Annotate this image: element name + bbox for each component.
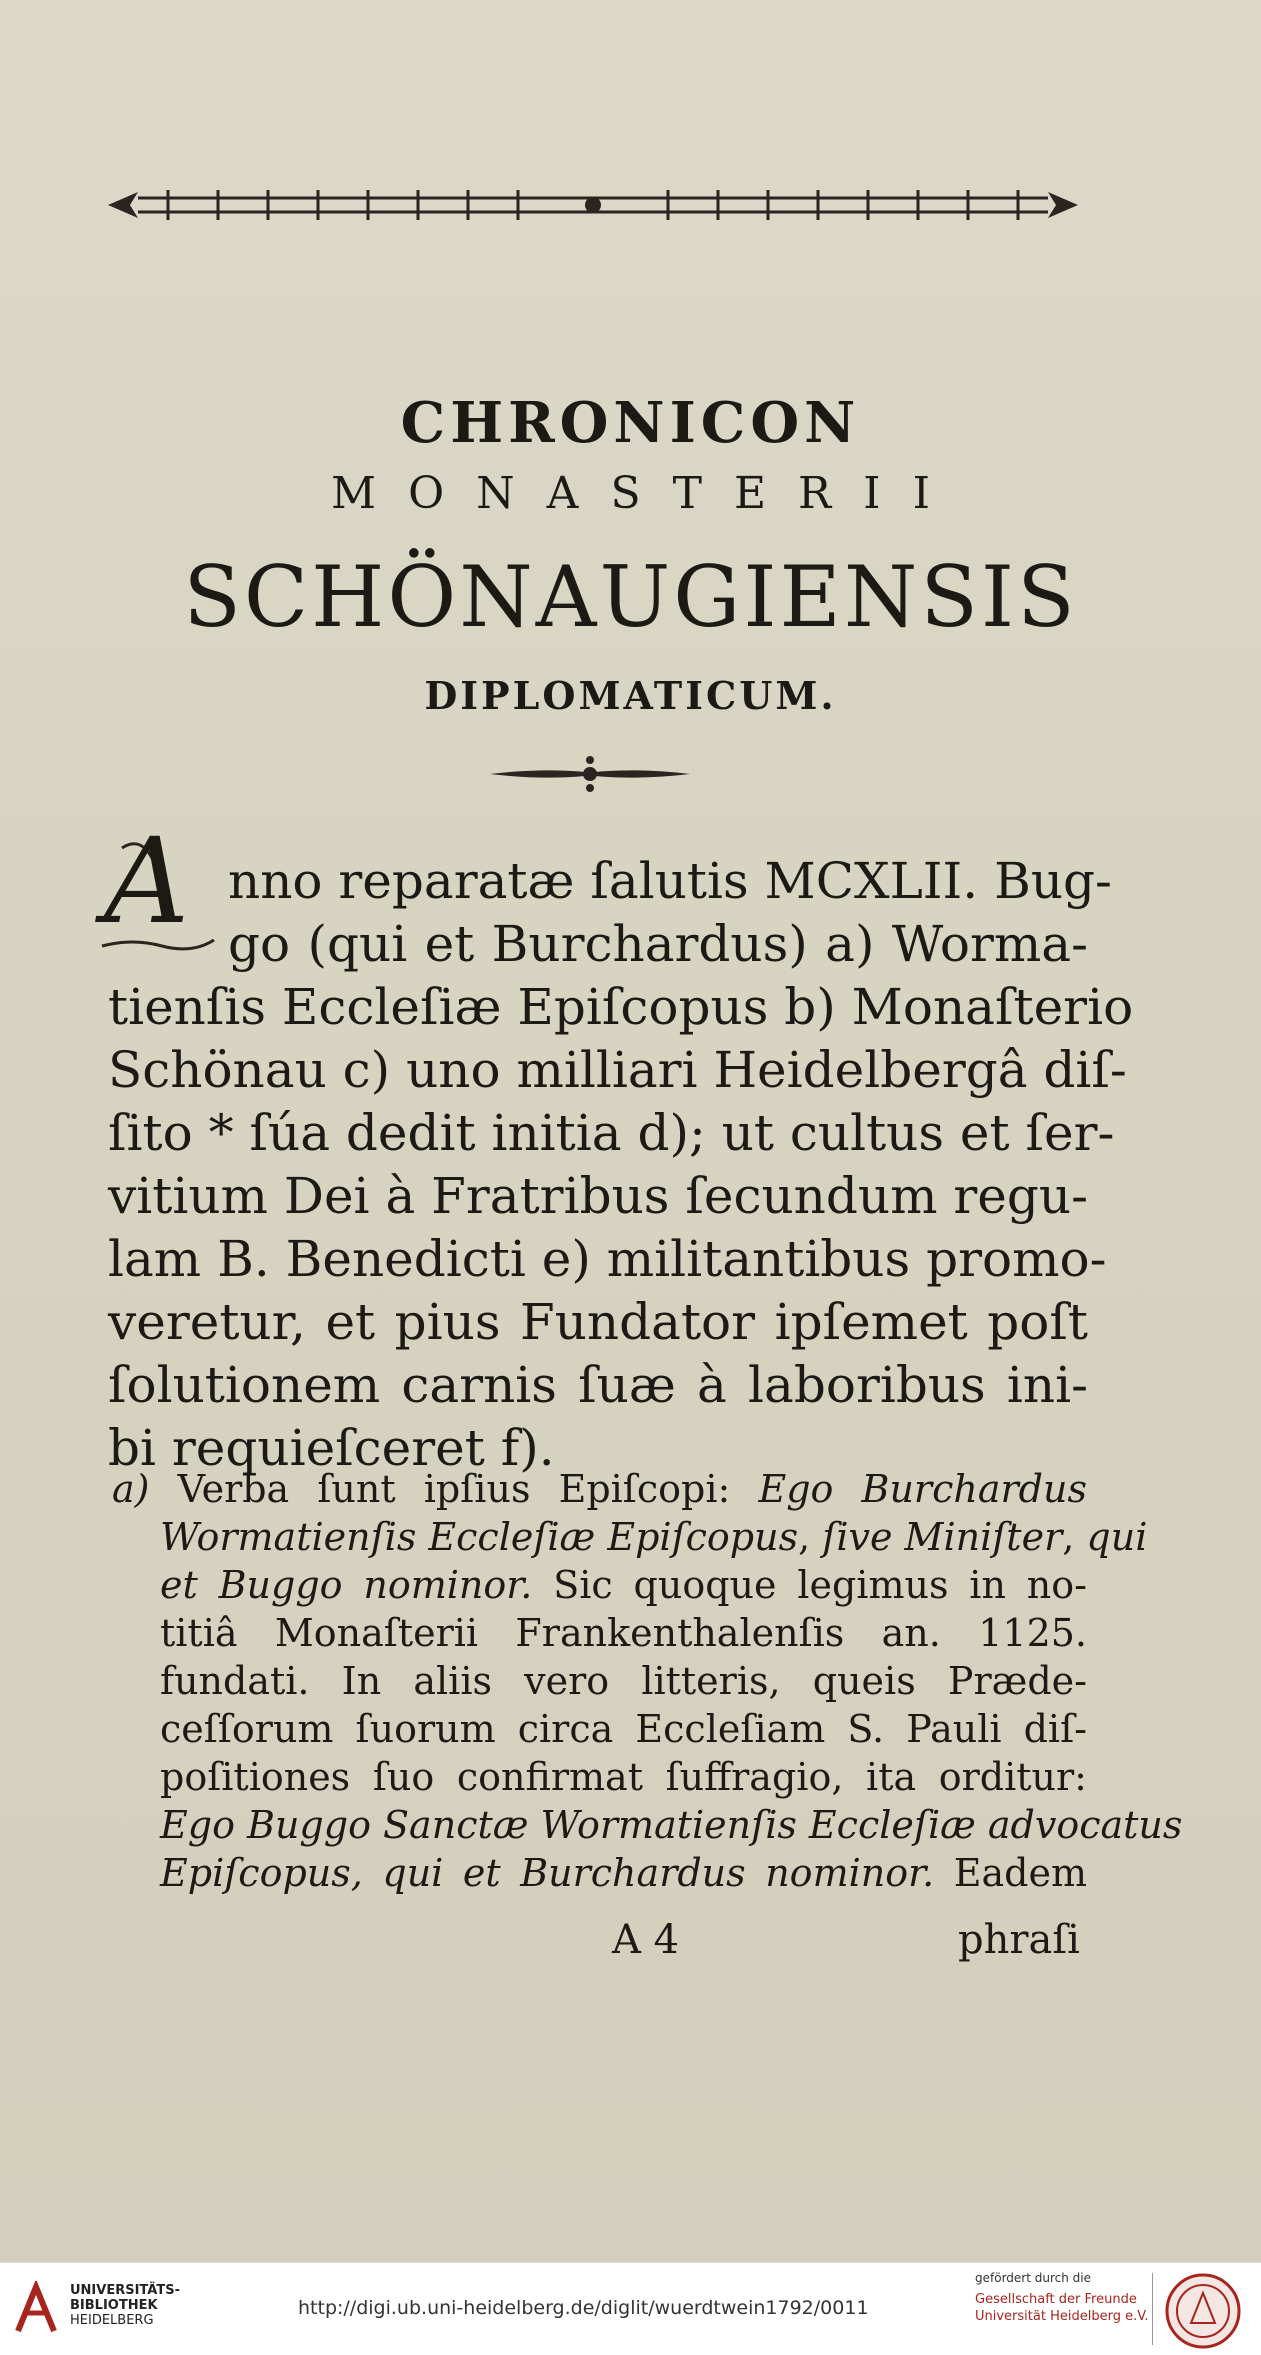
body-line: go (qui et Burchardus) a) Worma- bbox=[228, 915, 1088, 973]
footnote-line: ceſſorum ſuorum circa Eccleſiam S. Pauli diſ- bbox=[160, 1707, 1087, 1751]
footnote-line bbox=[112, 1561, 1087, 1609]
footnote-italic: qui bbox=[1086, 1515, 1148, 1559]
ornament-divider bbox=[490, 752, 690, 796]
footnote-line bbox=[112, 1513, 1148, 1561]
footnote-italic: Wormatienſis Eccleſiæ Epiſcopus bbox=[160, 1515, 799, 1559]
permalink-url[interactable]: http://digi.ub.uni-heidelberg.de/diglit/wuerdtwein1792/0011 bbox=[298, 2297, 869, 2319]
sponsor-name-line: Universität Heidelberg e.V. bbox=[975, 2309, 1149, 2324]
body-line: bi requieſceret f). bbox=[108, 1419, 555, 1477]
catchword: phraſi bbox=[958, 1917, 1080, 1963]
footnote-text: , bbox=[1062, 1515, 1075, 1559]
footnote-marker: a) bbox=[112, 1467, 150, 1511]
main-paragraph bbox=[108, 850, 1134, 1480]
footnote-italic: Ego Burchardus bbox=[758, 1467, 1087, 1511]
university-seal-icon bbox=[1163, 2271, 1243, 2351]
footnote-italic: ſive Miniſter bbox=[822, 1515, 1063, 1559]
footnote-text: Verba ſunt ipſius Epiſcopi: bbox=[177, 1467, 731, 1511]
library-name-line: UNIVERSITÄTS- bbox=[70, 2283, 180, 2298]
library-name-line: BIBLIOTHEK bbox=[70, 2298, 158, 2313]
title-chronicon: CHRONICON bbox=[400, 390, 861, 456]
footnote-text: , bbox=[798, 1515, 811, 1559]
signature-mark: A 4 bbox=[612, 1917, 680, 1963]
footnote-line: titiâ Monaſterii Frankenthalenſis an. 1125. bbox=[160, 1611, 1087, 1655]
sponsor-name-line: Gesellschaft der Freunde bbox=[975, 2292, 1137, 2307]
body-line: tienſis Eccleſiæ Epiſcopus b) Monaſterio bbox=[108, 978, 1134, 1036]
body-line: vitium Dei à Fratribus ſecundum regu- bbox=[108, 1167, 1088, 1225]
footnote-text: Eadem bbox=[953, 1851, 1087, 1895]
body-line: veretur, et pius Fundator ipſemet poſt bbox=[108, 1293, 1088, 1351]
library-name bbox=[70, 2283, 180, 2328]
library-logo-icon bbox=[12, 2281, 60, 2337]
title-diplomaticum: DIPLOMATICUM. bbox=[424, 673, 837, 718]
title-schoenaugiensis: SCHÖNAUGIENSIS bbox=[183, 548, 1078, 646]
footer-bar bbox=[0, 2262, 1261, 2355]
body-line: ſolutionem carnis ſuæ à laboribus ini- bbox=[108, 1356, 1088, 1414]
ornamental-rule-top bbox=[108, 178, 1078, 238]
footnote-line bbox=[112, 1849, 1087, 1897]
footnote-italic: Epiſcopus, qui et Burchardus nominor. bbox=[160, 1851, 935, 1895]
body-line: ſito * ſúa dedit initia d); ut cultus et ſer- bbox=[108, 1104, 1115, 1162]
body-line: lam B. Benedicti e) militantibus promo- bbox=[108, 1230, 1107, 1288]
footnote-line: Ego Buggo Sanctæ Wormatienſis Eccleſiæ advocatus bbox=[160, 1803, 1183, 1847]
initial-letter: A bbox=[104, 812, 190, 950]
footnote-italic: et Buggo nominor. bbox=[160, 1563, 533, 1607]
library-name-line: HEIDELBERG bbox=[70, 2313, 154, 2328]
sponsor-label: gefördert durch die bbox=[975, 2271, 1091, 2285]
footnote-text: Sic quoque legimus in no- bbox=[553, 1563, 1087, 1607]
footnote-line: fundati. In aliis vero litteris, queis Præde- bbox=[160, 1659, 1087, 1703]
body-line: nno reparatæ ſalutis MCXLII. Bug- bbox=[228, 852, 1112, 910]
footnote-line bbox=[112, 1465, 1087, 1513]
sponsor-name bbox=[975, 2291, 1149, 2325]
body-line: Schönau c) uno milliari Heidelbergâ diſ- bbox=[108, 1041, 1127, 1099]
footnote-line: poſitiones ſuo confirmat ſuffragio, ita orditur: bbox=[160, 1755, 1087, 1799]
footer-divider bbox=[1152, 2273, 1153, 2345]
title-monasterii: MONASTERII bbox=[331, 468, 962, 519]
footnote-a bbox=[112, 1465, 1183, 1897]
